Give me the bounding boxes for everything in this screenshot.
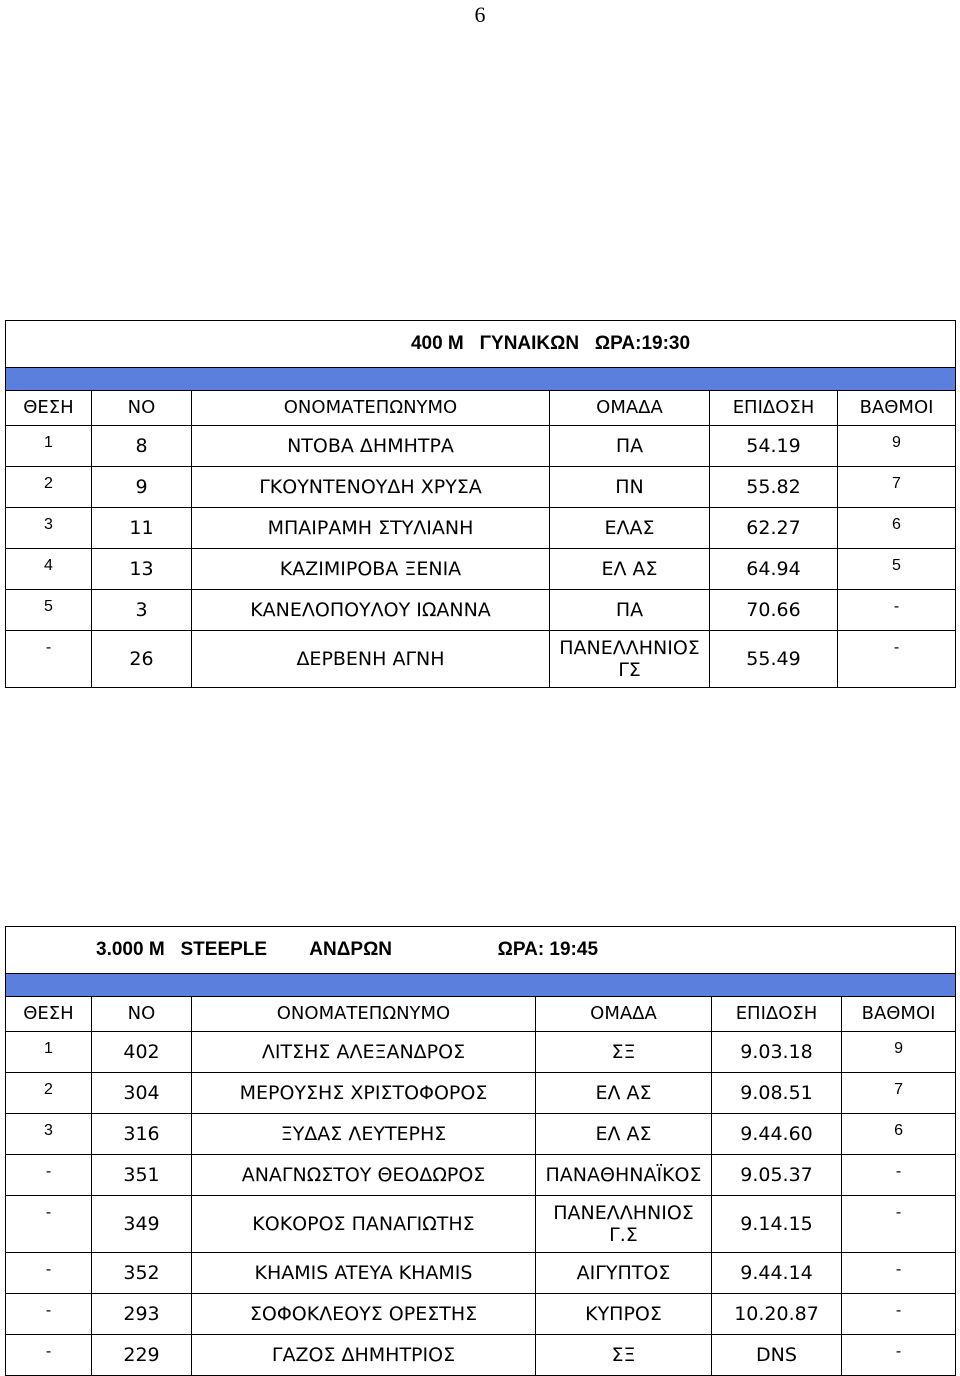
header-place: ΘΕΣΗ	[6, 391, 92, 426]
team-cell: ΕΛ ΑΣ	[536, 1073, 712, 1114]
result-cell: 62.27	[710, 508, 838, 549]
place-cell: -	[6, 1294, 92, 1335]
place-cell: 5	[6, 590, 92, 631]
points-cell: 9	[838, 426, 956, 467]
name-cell: ΔΕΡΒΕΝΗ ΑΓΝΗ	[192, 631, 550, 688]
no-cell: 8	[92, 426, 192, 467]
result-cell: 10.20.87	[712, 1294, 842, 1335]
table-header-row	[6, 391, 956, 426]
place-cell: -	[6, 1253, 92, 1294]
team-cell: ΣΞ	[536, 1335, 712, 1376]
team-cell: ΠΑΝΕΛΛΗΝΙΟΣ Γ.Σ	[536, 1196, 712, 1253]
name-cell: ΜΠΑΙΡΑΜΗ ΣΤΥΛΙΑΝΗ	[192, 508, 550, 549]
table-row	[6, 467, 956, 508]
place-cell: 1	[6, 426, 92, 467]
no-cell: 352	[92, 1253, 192, 1294]
result-cell: 70.66	[710, 590, 838, 631]
no-cell: 26	[92, 631, 192, 688]
no-cell: 349	[92, 1196, 192, 1253]
result-cell: 9.03.18	[712, 1032, 842, 1073]
team-cell: ΕΛΑΣ	[550, 508, 710, 549]
name-cell: ΚΑΝΕΛΟΠΟΥΛΟΥ ΙΩΑΝΝΑ	[192, 590, 550, 631]
table-row	[6, 1335, 956, 1376]
team-cell: ΣΞ	[536, 1032, 712, 1073]
name-cell: ΣΟΦΟΚΛΕΟΥΣ ΟΡΕΣΤΗΣ	[192, 1294, 536, 1335]
result-cell: 55.49	[710, 631, 838, 688]
team-cell: ΠΝ	[550, 467, 710, 508]
points-cell: 5	[838, 549, 956, 590]
blue-header-bar	[6, 368, 956, 391]
header-team: ΟΜΑΔΑ	[550, 391, 710, 426]
header-team: ΟΜΑΔΑ	[536, 997, 712, 1032]
no-cell: 293	[92, 1294, 192, 1335]
table-row	[6, 1073, 956, 1114]
result-cell: 64.94	[710, 549, 838, 590]
points-cell: 6	[842, 1114, 956, 1155]
team-cell: ΕΛ ΑΣ	[536, 1114, 712, 1155]
points-cell: -	[842, 1294, 956, 1335]
event-title: 400 Μ ΓΥΝΑΙΚΩΝ ΩΡΑ:19:30	[6, 321, 956, 368]
result-cell: DNS	[712, 1335, 842, 1376]
points-cell: 6	[838, 508, 956, 549]
name-cell: ΚΟΚΟΡΟΣ ΠΑΝΑΓΙΩΤΗΣ	[192, 1196, 536, 1253]
table-row	[6, 426, 956, 467]
header-points: ΒΑΘΜΟΙ	[842, 997, 956, 1032]
no-cell: 229	[92, 1335, 192, 1376]
event-title: 3.000 Μ STEEPLE ΑΝΔΡΩΝ ΩΡΑ: 19:45	[6, 927, 956, 974]
points-cell: 7	[838, 467, 956, 508]
points-cell: -	[842, 1196, 956, 1253]
no-cell: 9	[92, 467, 192, 508]
place-cell: 3	[6, 508, 92, 549]
place-cell: -	[6, 631, 92, 688]
name-cell: ΓΚΟΥΝΤΕΝΟΥΔΗ ΧΡΥΣΑ	[192, 467, 550, 508]
no-cell: 351	[92, 1155, 192, 1196]
no-cell: 11	[92, 508, 192, 549]
table-row	[6, 1032, 956, 1073]
team-cell: ΠΑΝΑΘΗΝΑΪΚΟΣ	[536, 1155, 712, 1196]
table-row	[6, 1114, 956, 1155]
place-cell: -	[6, 1196, 92, 1253]
place-cell: 3	[6, 1114, 92, 1155]
result-cell: 9.08.51	[712, 1073, 842, 1114]
header-no: ΝΟ	[92, 997, 192, 1032]
table-row	[6, 549, 956, 590]
name-cell: ΛΙΤΣΗΣ ΑΛΕΞΑΝΔΡΟΣ	[192, 1032, 536, 1073]
place-cell: 2	[6, 467, 92, 508]
points-cell: 7	[842, 1073, 956, 1114]
blue-header-bar	[6, 974, 956, 997]
no-cell: 3	[92, 590, 192, 631]
team-cell: ΕΛ ΑΣ	[550, 549, 710, 590]
points-cell: -	[842, 1155, 956, 1196]
result-cell: 55.82	[710, 467, 838, 508]
place-cell: 4	[6, 549, 92, 590]
table-row	[6, 1196, 956, 1253]
result-cell: 9.44.60	[712, 1114, 842, 1155]
table-row	[6, 590, 956, 631]
name-cell: ΝΤΟΒΑ ΔΗΜΗΤΡΑ	[192, 426, 550, 467]
points-cell: -	[842, 1253, 956, 1294]
table-header-row	[6, 997, 956, 1032]
points-cell: -	[838, 590, 956, 631]
header-points: ΒΑΘΜΟΙ	[838, 391, 956, 426]
name-cell: ΜΕΡΟΥΣΗΣ ΧΡΙΣΤΟΦΟΡΟΣ	[192, 1073, 536, 1114]
no-cell: 316	[92, 1114, 192, 1155]
table-row	[6, 1253, 956, 1294]
results-table-400m-women	[5, 320, 956, 688]
name-cell: KHAMIS ATEYA KHAMIS	[192, 1253, 536, 1294]
place-cell: -	[6, 1335, 92, 1376]
header-result: ΕΠΙΔΟΣΗ	[710, 391, 838, 426]
team-cell: ΠΑ	[550, 426, 710, 467]
place-cell: 1	[6, 1032, 92, 1073]
name-cell: ΓΑΖΟΣ ΔΗΜΗΤΡΙΟΣ	[192, 1335, 536, 1376]
table-row	[6, 1294, 956, 1335]
result-cell: 9.44.14	[712, 1253, 842, 1294]
header-place: ΘΕΣΗ	[6, 997, 92, 1032]
header-name: ΟΝΟΜΑΤΕΠΩΝΥΜΟ	[192, 391, 550, 426]
points-cell: -	[842, 1335, 956, 1376]
name-cell: ΑΝΑΓΝΩΣΤΟΥ ΘΕΟΔΩΡΟΣ	[192, 1155, 536, 1196]
results-table-3000m-steeple-men	[5, 926, 956, 1376]
name-cell: ΚΑΖΙΜΙΡΟΒΑ ΞΕΝΙΑ	[192, 549, 550, 590]
header-no: ΝΟ	[92, 391, 192, 426]
header-name: ΟΝΟΜΑΤΕΠΩΝΥΜΟ	[192, 997, 536, 1032]
team-cell: ΚΥΠΡΟΣ	[536, 1294, 712, 1335]
no-cell: 13	[92, 549, 192, 590]
no-cell: 402	[92, 1032, 192, 1073]
no-cell: 304	[92, 1073, 192, 1114]
result-cell: 54.19	[710, 426, 838, 467]
team-cell: ΠΑΝΕΛΛΗΝΙΟΣ ΓΣ	[550, 631, 710, 688]
table-row	[6, 631, 956, 688]
team-cell: ΠΑ	[550, 590, 710, 631]
name-cell: ΞΥΔΑΣ ΛΕΥΤΕΡΗΣ	[192, 1114, 536, 1155]
result-cell: 9.05.37	[712, 1155, 842, 1196]
result-cell: 9.14.15	[712, 1196, 842, 1253]
page-number: 6	[474, 2, 486, 27]
header-result: ΕΠΙΔΟΣΗ	[712, 997, 842, 1032]
table-row	[6, 1155, 956, 1196]
points-cell: 9	[842, 1032, 956, 1073]
team-cell: ΑΙΓΥΠΤΟΣ	[536, 1253, 712, 1294]
place-cell: -	[6, 1155, 92, 1196]
table-row	[6, 508, 956, 549]
points-cell: -	[838, 631, 956, 688]
place-cell: 2	[6, 1073, 92, 1114]
